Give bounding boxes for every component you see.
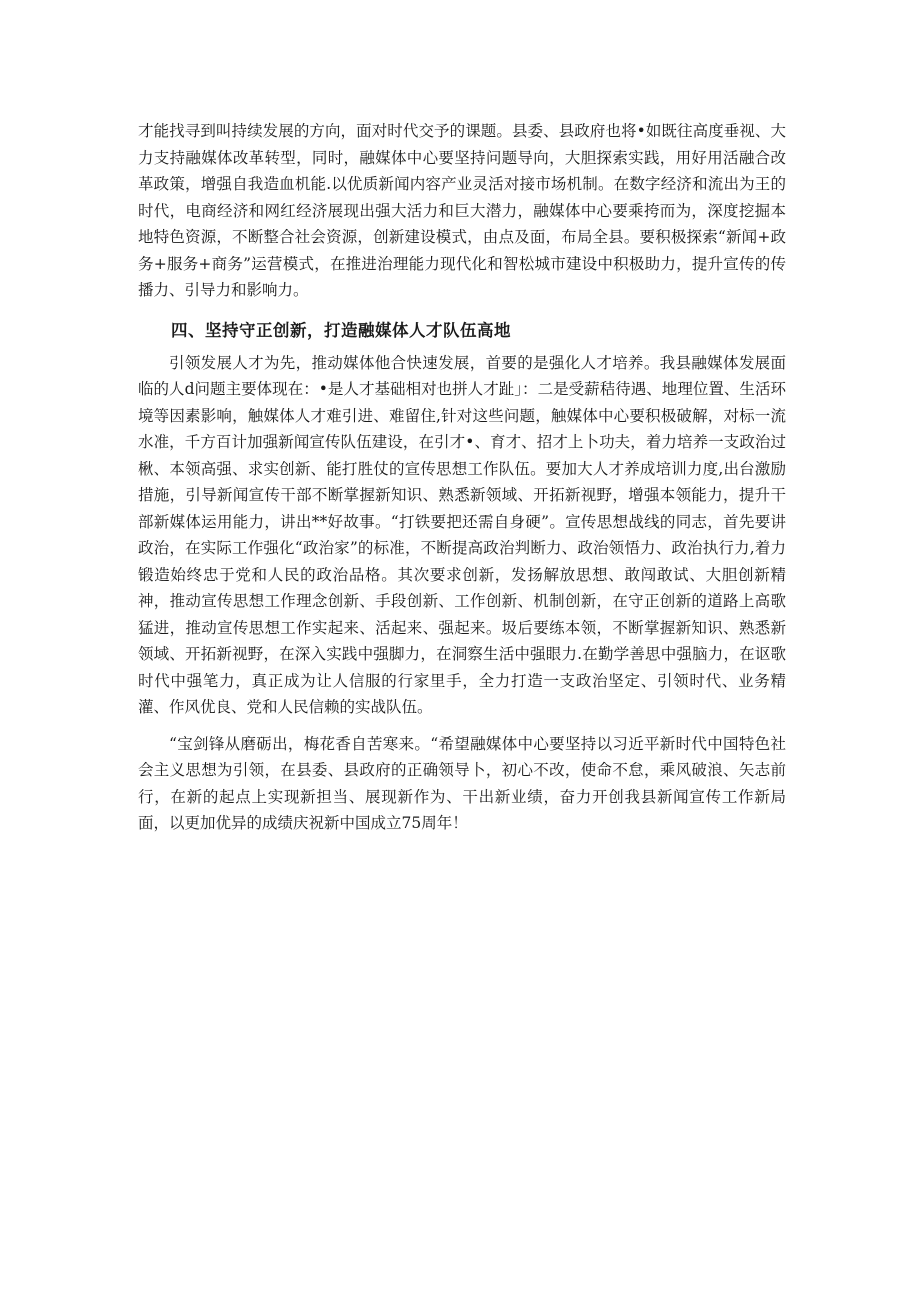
body-paragraph-continued: 才能找寻到叫持续发展的方向，面对时代交予的课题。县委、县政府也将•如既往高度垂视、大力支持融媒体改革转型，同时，融媒体中心要坚持问题导向，大胆探索实践，用好用活融合改革政策，增强自我造血机能.以优质新闻内容产业灵活对接市场机制。在数字经济和流出为王的时代，电商经济和网红经济展现出强大活力和巨大潜力，融媒体中心要乘挎而为，深度挖掘本地特色资源，不断整合社会资源，创新建设模式，由点及面，布局全县。要积极探索“新闻+政务+服务+商务”运营模式，在推进治理能力现代化和智松城市建设中积极助力，提升宣传的传播力、引导力和影响力。 xyxy=(138,122,786,299)
body-paragraph-talent: 引领发展人才为先，推动媒体他合快速发展，首要的是强化人才培养。我县融媒体发展面临的人d问题主要体现在：•是人才基础相对也拼人才趾」：二是受薪秸待遇、地理位置、生活环境等因素影响，触媒体人才难引进、难留住,针对这些问题，触媒体中心要积极破解，对标一流水准，千方百计加强新闻宣传队伍建设，在引才•、育才、招才上卜功夫，着力培养一支政治过楸、本领高强、求实创新、能打胜仗的宣传思想工作队伍。要加大人才养成培训力度,出台激励措施，引导新闻宣传干部不断掌握新知识、熟悉新领域、开拓新视野，增强本领能力，提升干部新媒体运用能力，讲出**好故事。“打铁要把还需自身硬”。宣传思想战线的同志，首先要讲政治，在实际工作强化“政治家”的标准，不断提高政治判断力、政治领悟力、政治执行力,着力锻造始终忠于党和人民的政治品格。其次要求创新，发扬解放思想、敢闯敢试、大胆创新精神，推动宣传思想工作理念创新、手段创新、工作创新、机制创新，在守正创新的道路上高歌猛进，推动宣传思想工作实起来、活起来、强起来。圾后要练本领，不断掌握新知识、熟悉新领域、开拓新视野，在深入实践中强脚力，在洞察生活中强眼力.在勤学善思中强脑力，在讴歌时代中强笔力，真正成为让人信服的行家里手，全力打造一支政治坚定、引领时代、业务精灌、作风优良、党和人民信赖的实战队伍。 xyxy=(138,353,786,716)
body-paragraph-closing: “宝剑锋从磨砺出，梅花香自苦寒来。“希望融媒体中心要坚持以习近平新时代中国特色社会主义思想为引领，在县委、县政府的正确领导卜，初心不改，使命不怠，乘风破浪、矢志前行，在新的起点上实现新担当、展现新作为、干出新业绩，奋力开创我县新闻宣传工作新局面，以更加优异的成绩庆祝新中国成立75周年！ xyxy=(138,734,786,832)
document-page xyxy=(138,118,786,837)
section-heading-4: 四、坚持守正创新，打造融媒体人才队伍高地 xyxy=(171,320,511,340)
